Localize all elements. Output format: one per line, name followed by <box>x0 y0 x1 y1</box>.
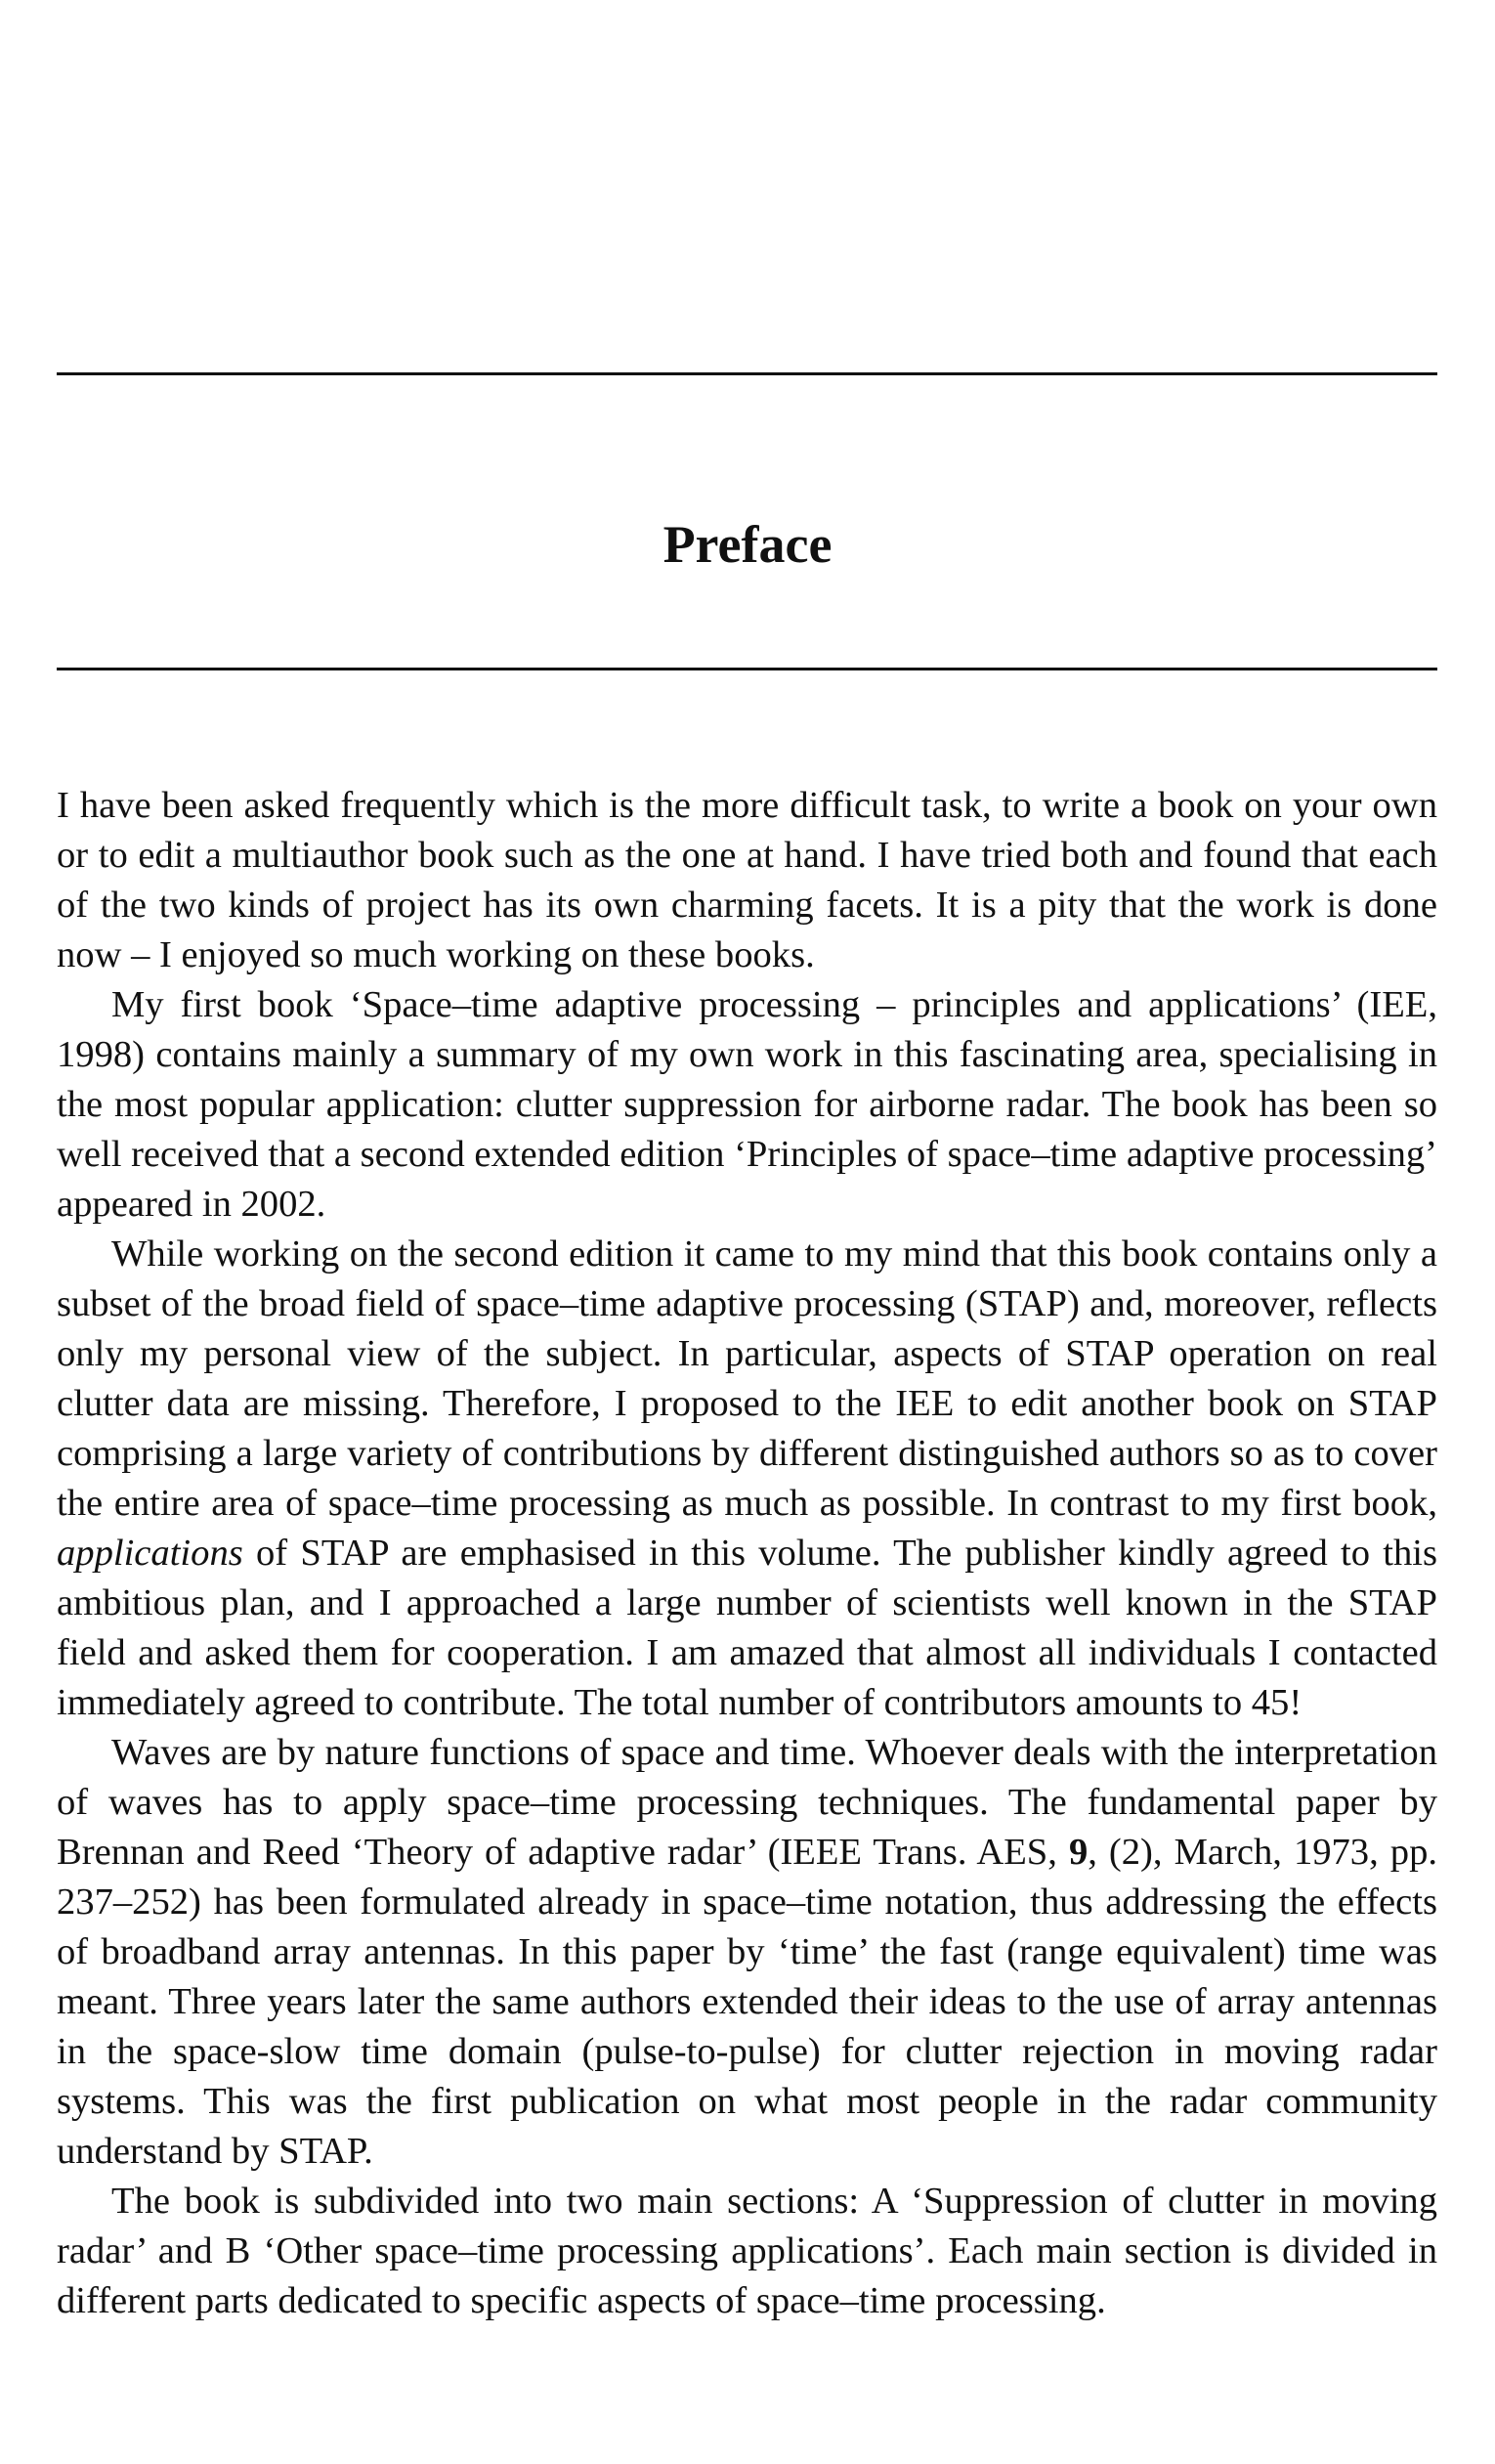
paragraph-1: I have been asked frequently which is the more difficult task, to write a book on your own or to edit a multiauthor book such as the one at hand. I have tried both and found that each of the two kinds of project has its own charming facets. It is a pity that the work is done now – I enjoyed so much working on these books. <box>57 785 1437 975</box>
body-text <box>57 781 1437 2326</box>
paragraph-5: The book is subdivided into two main sections: A ‘Suppression of clutter in moving radar’ and B ‘Other space–time processing applications’. Each main section is divided in different parts dedicated to specific aspects of space–time processing. <box>57 2181 1437 2321</box>
paragraph-4-volume: 9 <box>1068 1832 1089 1873</box>
paragraph-4-text-end: , (2), March, 1973, pp. 237–252) has been formulated already in space–time notation, thus addressing the effects of broadband array antennas. In this paper by ‘time’ the fast (range equivalent) time was meant. Three years later the same authors extended their ideas to the use of array antennas in the space-slow time domain (pulse-to-pulse) for clutter rejection in moving radar systems. This was the first publication on what most people in the radar community understand by STAP. <box>57 1832 1438 2172</box>
paragraph-3-text-start: While working on the second edition it came to my mind that this book contains only a subset of the broad field of space–time adaptive processing (STAP) and, moreover, reflects only my personal view of the subject. In particular, aspects of STAP operation on real clutter data are missing. Therefore, I proposed to the IEE to edit another book on STAP comprising a large variety of contributions by different distinguished authors so as to cover the entire area of space–time processing as much as possible. In contrast to my first book, <box>57 1233 1437 1524</box>
paragraph-4 <box>57 1728 1437 2177</box>
page-title: Preface <box>662 515 833 574</box>
paragraph-3 <box>57 1230 1437 1728</box>
paragraph-4-text-start: Waves are by nature functions of space and time. Whoever deals with the interpretation of waves has to apply space–time processing techniques. The fundamental paper by Brennan and Reed ‘Theory of adaptive radar’ (IEEE Trans. AES, <box>57 1732 1437 1873</box>
top-rule <box>57 372 1437 375</box>
paragraph-3-emphasis: applications <box>57 1533 243 1574</box>
paragraph-3-text-end: of STAP are emphasised in this volume. The publisher kindly agreed to this ambitious plan, and I approached a large number of scientists well known in the STAP field and asked them for cooperation. I am amazed that almost all individuals I contacted immediately agreed to contribute. The total number of contributors amounts to 45! <box>57 1533 1437 1723</box>
bottom-rule <box>57 668 1437 670</box>
paragraph-2: My first book ‘Space–time adaptive processing – principles and applications’ (IEE, 1998) contains mainly a summary of my own work in this fascinating area, specialising in the most popular application: clutter suppression for airborne radar. The book has been so well received that a second extended edition ‘Principles of space–time adaptive processing’ appeared in 2002. <box>57 984 1437 1225</box>
